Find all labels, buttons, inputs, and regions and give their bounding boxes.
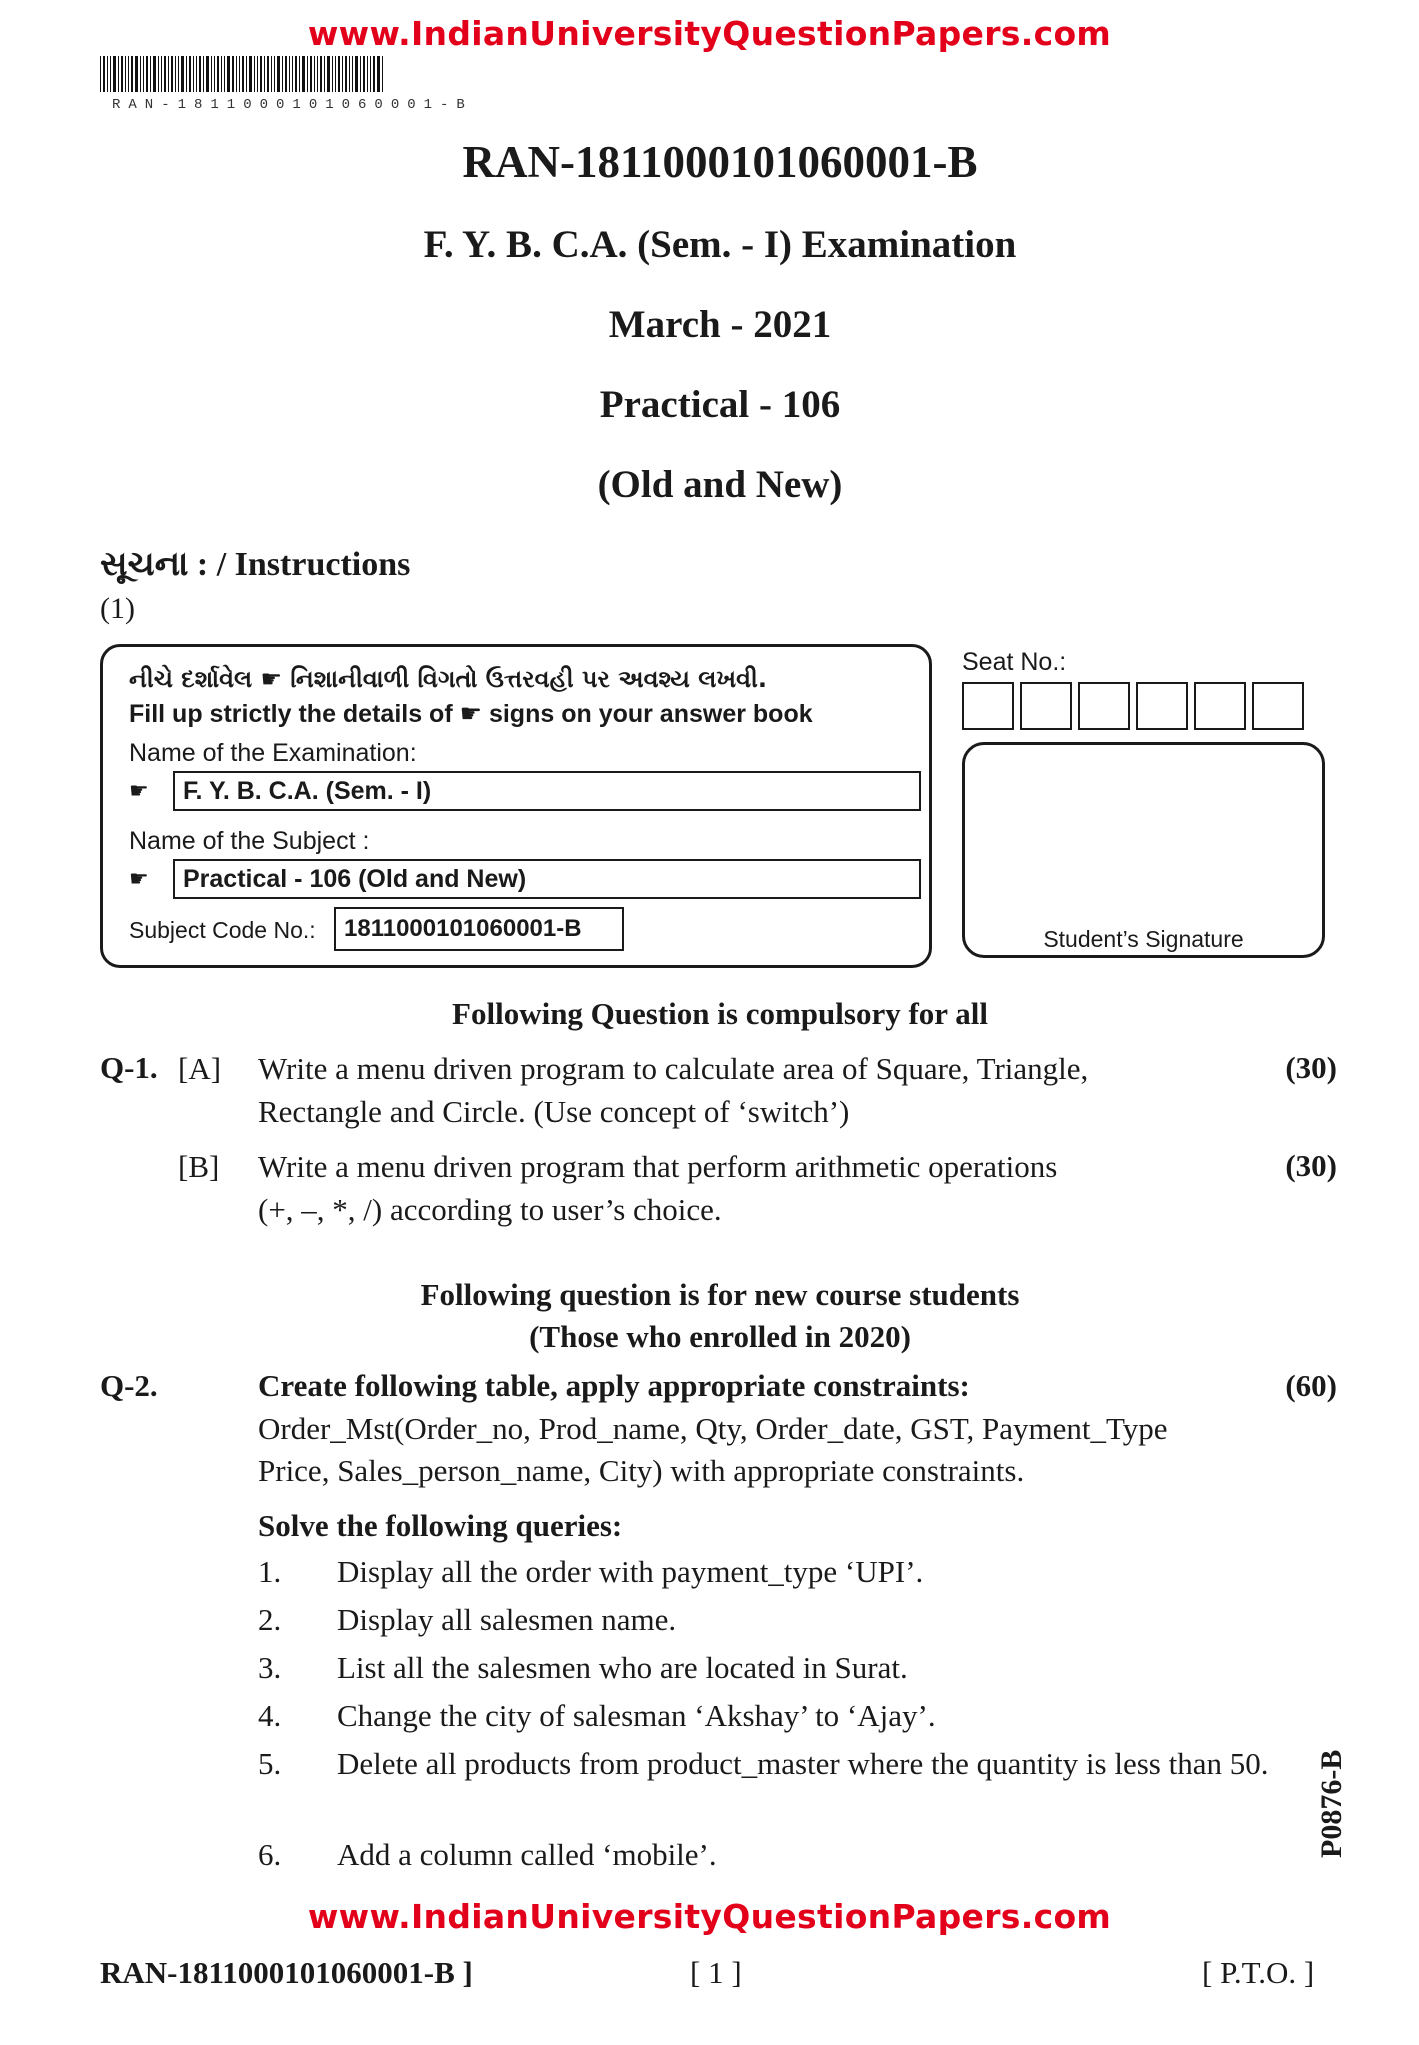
query-number: 6.	[258, 1837, 282, 1872]
barcode-bar	[317, 56, 318, 92]
barcode-bar	[345, 56, 347, 92]
footer-pto: [ P.T.O. ]	[1202, 1955, 1315, 1990]
barcode-bar	[257, 56, 258, 92]
barcode-bar	[214, 56, 215, 92]
barcode-bar	[267, 56, 269, 92]
watermark-bottom: www.IndianUniversityQuestionPapers.com	[307, 1897, 1112, 1936]
instructions-number: (1)	[100, 592, 135, 625]
barcode-bar	[352, 56, 353, 92]
barcode-bar	[236, 56, 237, 92]
barcode-bar	[110, 56, 111, 92]
q1-a-label: [A]	[178, 1051, 222, 1086]
barcode-bar	[355, 56, 358, 92]
seat-digit-box	[1252, 682, 1304, 730]
barcode-bar	[135, 56, 138, 92]
seat-number-boxes	[962, 682, 1310, 730]
instructions-title: સૂચના : / Instructions	[100, 546, 411, 583]
exam-name-field: F. Y. B. C.A. (Sem. - I)	[173, 771, 921, 811]
query-text: Delete all products from product_master where the quantity is less than 50.	[337, 1746, 1269, 1781]
seat-number-label: Seat No.:	[962, 648, 1067, 676]
exam-name-label: Name of the Examination:	[129, 739, 417, 767]
barcode-bar	[131, 56, 133, 92]
barcode-bar	[324, 56, 325, 92]
barcode-bar	[143, 56, 144, 92]
q1-a-marks: (30)	[1285, 1050, 1337, 1085]
pointing-hand-icon: ☛	[129, 779, 149, 804]
q2-text-1: Order_Mst(Order_no, Prod_name, Qty, Order_date, GST, Payment_Type	[258, 1411, 1168, 1446]
seat-digit-box	[1136, 682, 1188, 730]
barcode-bar	[342, 56, 343, 92]
barcode-bar	[175, 56, 176, 92]
query-text: Change the city of salesman ‘Akshay’ to ‘Ajay’.	[337, 1698, 936, 1733]
barcode-bar	[370, 56, 371, 92]
q2-title: Create following table, apply appropriate constraints:	[258, 1368, 970, 1403]
q2-marks: (60)	[1285, 1368, 1337, 1403]
q1-b-text-1: Write a menu driven program that perform arithmetic operations	[258, 1149, 1058, 1184]
barcode-bar	[274, 56, 275, 92]
barcode-bar	[103, 56, 105, 92]
seat-digit-box	[1194, 682, 1246, 730]
seat-digit-box	[1020, 682, 1072, 730]
q2-number: Q-2.	[100, 1368, 158, 1403]
barcode-bar	[150, 56, 151, 92]
barcode-bar	[289, 56, 290, 92]
query-text: Display all salesmen name.	[337, 1602, 677, 1637]
barcode-bar	[203, 56, 204, 92]
barcode-bar	[193, 56, 194, 92]
barcode-bar	[164, 56, 166, 92]
section2-subheading: (Those who enrolled in 2020)	[529, 1319, 911, 1354]
query-text: Add a column called ‘mobile’.	[337, 1837, 717, 1872]
q2-queries-title: Solve the following queries:	[258, 1508, 623, 1543]
vertical-paper-id: P0876-B	[1315, 1749, 1348, 1858]
subject-variant: (Old and New)	[597, 463, 843, 506]
barcode-bar	[277, 56, 280, 92]
barcode-bar	[320, 56, 322, 92]
barcode-bar	[146, 56, 148, 92]
barcode-bar	[307, 56, 308, 92]
paper-code: RAN-1811000101060001-B	[462, 137, 978, 187]
barcode-bar	[178, 56, 179, 92]
barcode-bar	[153, 56, 156, 92]
details-box	[100, 644, 932, 968]
seat-digit-box	[962, 682, 1014, 730]
barcode-bar	[260, 56, 262, 92]
barcode-bar	[367, 56, 368, 92]
barcode-bar	[121, 56, 123, 92]
signature-label: Student’s Signature	[1043, 926, 1244, 952]
subject-code-field: 1811000101060001-B	[334, 907, 624, 951]
query-number: 3.	[258, 1650, 282, 1685]
barcode-bar	[249, 56, 252, 92]
barcode-bar	[349, 56, 350, 92]
barcode-bar	[299, 56, 300, 92]
barcode-bar	[373, 56, 375, 92]
barcode-bar	[382, 56, 383, 92]
query-text: List all the salesmen who are located in Surat.	[337, 1650, 908, 1685]
barcode-bar	[221, 56, 222, 92]
barcode-bar	[246, 56, 247, 92]
barcode-bar	[254, 56, 255, 92]
barcode-bar	[158, 56, 159, 92]
query-number: 4.	[258, 1698, 282, 1733]
section1-heading: Following Question is compulsory for all	[452, 996, 988, 1031]
barcode-bar	[264, 56, 265, 92]
barcode-bar	[327, 56, 330, 92]
subject-title: Practical - 106	[599, 383, 841, 426]
footer-page-number: [ 1 ]	[690, 1955, 742, 1990]
exam-date: March - 2021	[608, 303, 832, 346]
barcode-bar	[292, 56, 293, 92]
watermark-top: www.IndianUniversityQuestionPapers.com	[307, 14, 1112, 53]
barcode-bar	[360, 56, 361, 92]
barcode-bar	[128, 56, 129, 92]
barcode-bar	[199, 56, 201, 92]
barcode-bar	[118, 56, 119, 92]
barcode-bar	[161, 56, 162, 92]
barcode-bar	[363, 56, 365, 92]
barcode-bar	[310, 56, 312, 92]
exam-title: F. Y. B. C.A. (Sem. - I) Examination	[423, 223, 1017, 266]
q2-text-2: Price, Sales_person_name, City) with appropriate constraints.	[258, 1453, 1025, 1488]
barcode-bar	[338, 56, 340, 92]
barcode-text: RAN-1811000101060001-B	[112, 97, 473, 113]
barcode-bar	[224, 56, 225, 92]
q1-number: Q-1.	[100, 1050, 158, 1085]
barcode-bar	[113, 56, 116, 92]
barcode-bar	[140, 56, 141, 92]
seat-digit-box	[1078, 682, 1130, 730]
pointing-hand-icon: ☛	[129, 867, 149, 892]
query-number: 5.	[258, 1746, 282, 1781]
barcode-bar	[186, 56, 187, 92]
query-number: 2.	[258, 1602, 282, 1637]
barcode	[100, 56, 530, 92]
barcode-bar	[181, 56, 184, 92]
q1-a-text-1: Write a menu driven program to calculate area of Square, Triangle,	[258, 1051, 1089, 1086]
barcode-bar	[168, 56, 169, 92]
section2-heading: Following question is for new course students	[420, 1277, 1020, 1312]
subject-name-field: Practical - 106 (Old and New)	[173, 859, 921, 899]
barcode-bar	[100, 56, 101, 92]
q1-b-marks: (30)	[1285, 1148, 1337, 1183]
query-text: Display all the order with payment_type ‘UPI’.	[337, 1554, 924, 1589]
barcode-bar	[107, 56, 108, 92]
barcode-bar	[285, 56, 287, 92]
barcode-bar	[242, 56, 244, 92]
english-instruction: Fill up strictly the details of ☛ signs on your answer book	[129, 700, 813, 728]
barcode-bar	[171, 56, 173, 92]
barcode-bar	[196, 56, 197, 92]
subject-name-label: Name of the Subject :	[129, 827, 370, 855]
barcode-bar	[335, 56, 336, 92]
barcode-bar	[125, 56, 126, 92]
barcode-bar	[227, 56, 230, 92]
barcode-bar	[295, 56, 297, 92]
barcode-bar	[232, 56, 234, 92]
barcode-bar	[206, 56, 209, 92]
barcode-bar	[332, 56, 333, 92]
query-number: 1.	[258, 1554, 282, 1589]
gujarati-instruction: નીચે દર્શાવેલ ☛ નિશાનીવાળી વિગતો ઉત્તરવહી પર અવશ્ય લખવી.	[129, 665, 768, 693]
barcode-bar	[189, 56, 191, 92]
subject-code-label: Subject Code No.:	[129, 917, 316, 943]
footer-code: RAN-1811000101060001-B ]	[100, 1955, 473, 1990]
q1-a-text-2: Rectangle and Circle. (Use concept of ‘switch’)	[258, 1094, 850, 1129]
barcode-bar	[217, 56, 219, 92]
q1-b-label: [B]	[178, 1149, 220, 1184]
barcode-bar	[211, 56, 212, 92]
barcode-bar	[377, 56, 380, 92]
barcode-bar	[302, 56, 305, 92]
barcode-bar	[271, 56, 272, 92]
barcode-bar	[239, 56, 240, 92]
barcode-bar	[282, 56, 283, 92]
barcode-bar	[314, 56, 315, 92]
q1-b-text-2: (+, –, *, /) according to user’s choice.	[258, 1192, 722, 1227]
